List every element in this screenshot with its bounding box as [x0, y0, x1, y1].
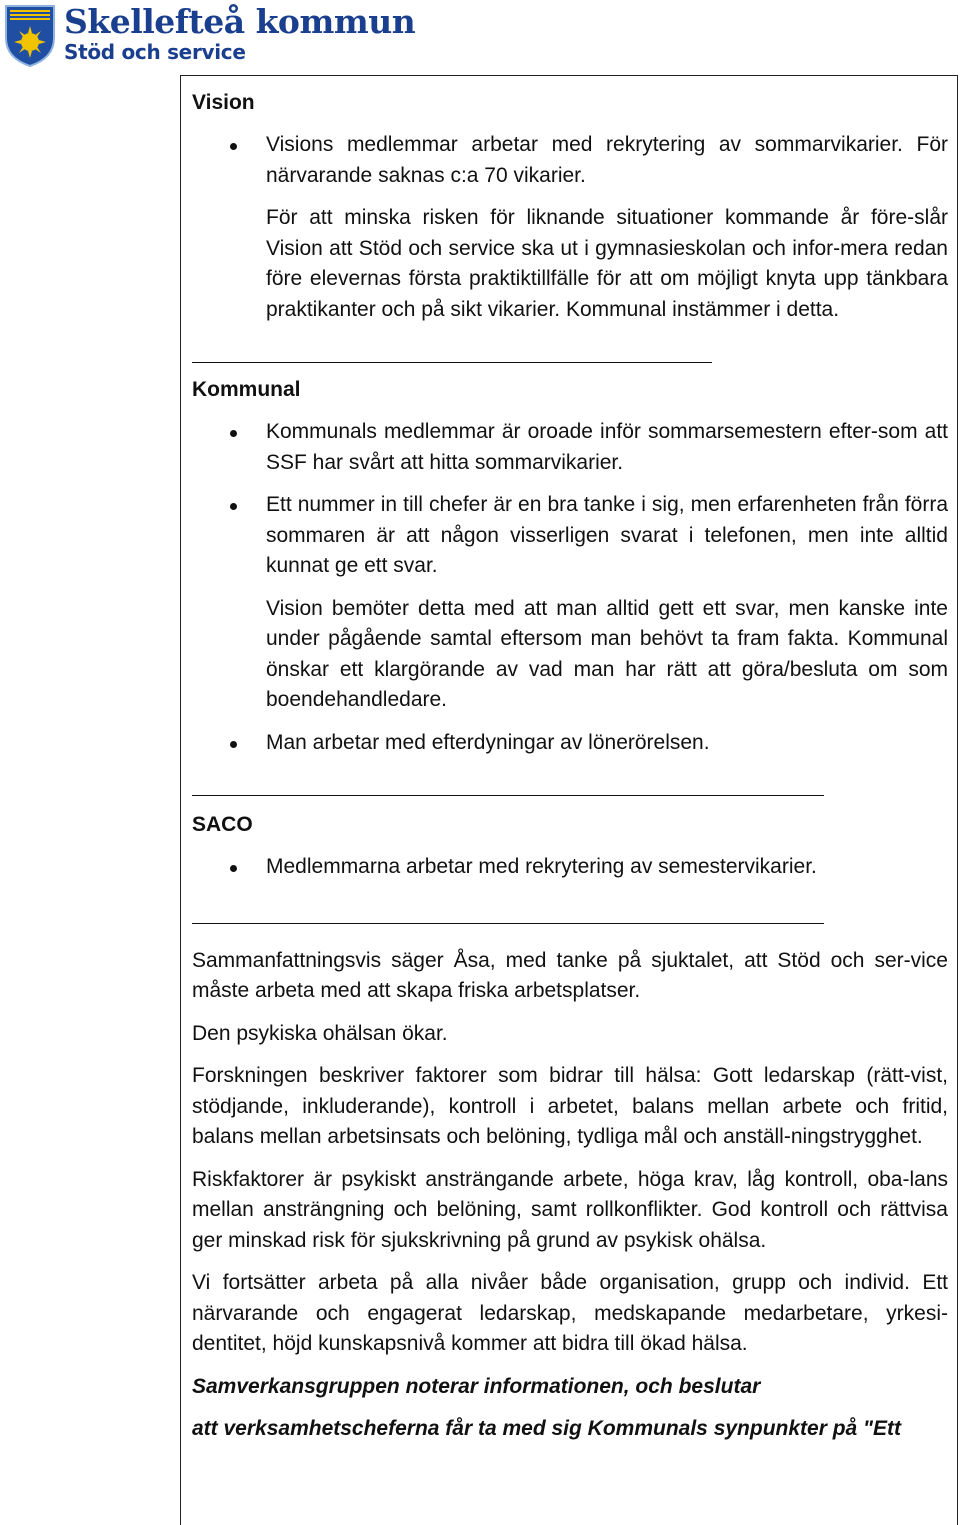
vision-paragraph: För att minska risken för liknande situationer kommande år före-slår Vision att Stöd och service ska ut i gymnasieskolan och infor-mera redan före elevernas första praktiktillfälle för att om möjligt knyta upp tänkbara praktikanter och på sikt vikarier. Kommunal instämmer i detta.	[266, 206, 948, 321]
separator-line	[192, 923, 824, 924]
header	[4, 4, 415, 70]
summary-paragraph-5: Vi fortsätter arbeta på alla nivåer både organisation, grupp och individ. Ett närvarande och engagerat ledarskap, medskapande medarbetare, yrkesi-dentitet, höjd kunskapsnivå kommer att bidra till ökad hälsa.	[192, 1271, 948, 1355]
section-title-vision: Vision	[192, 91, 255, 114]
saco-list	[192, 852, 948, 883]
coat-of-arms-logo	[4, 4, 56, 68]
org-subtitle: Stöd och service	[64, 40, 246, 64]
saco-bullet-1: Medlemmarna arbetar med rekrytering av semestervikarier.	[192, 852, 948, 883]
kommunal-paragraph: Vision bemöter detta med att man alltid gett ett svar, men kanske inte under pågående samtal eftersom man behövt ta fram fakta. Kommunal önskar ett klargörande av vad man har rätt att göra/besluta om som boendehandledare.	[266, 596, 948, 711]
kommunal-bullet-2: Ett nummer in till chefer är en bra tanke i sig, men erfarenheten från förra sommaren är att någon visserligen svarat i telefonen, men inte alltid kunnat ge ett svar.	[192, 490, 948, 582]
kommunal-list-b	[192, 728, 948, 759]
summary-paragraph-1: Sammanfattningsvis säger Åsa, med tanke på sjuktalet, att Stöd och ser-vice måste arbeta med att skapa friska arbetsplatser.	[192, 948, 948, 1002]
logo-text	[64, 4, 415, 64]
decision-text: att verksamhetscheferna får ta med sig Kommunals synpunkter på "Ett	[192, 1417, 902, 1440]
kommunal-bullet-1: Kommunals medlemmar är oroade inför sommarsemestern efter-som att SSF har svårt att hitta sommarvikarier.	[192, 417, 948, 478]
section-title-kommunal: Kommunal	[192, 378, 301, 401]
vision-bullet-1: Visions medlemmar arbetar med rekrytering av sommarvikarier. För närvarande saknas c:a 70 vikarier.	[192, 130, 948, 191]
vision-list	[192, 130, 948, 191]
kommunal-list-a	[192, 417, 948, 582]
summary-paragraph-4: Riskfaktorer är psykiskt ansträngande arbete, höga krav, låg kontroll, oba-lans mellan ansträngning och belöning, samt rollkonflikter. God kontroll och rättvisa ger minskad risk för sjukskrivning på grund av psykisk ohälsa.	[192, 1167, 948, 1252]
org-name: Skellefteå kommun	[64, 2, 416, 41]
section-title-saco: SACO	[192, 813, 253, 836]
separator-line	[192, 362, 712, 363]
decision-heading: Samverkansgruppen noterar informationen, och beslutar	[192, 1374, 761, 1398]
summary-paragraph-2: Den psykiska ohälsan ökar.	[192, 1021, 448, 1045]
separator-line	[192, 795, 824, 796]
document-body	[192, 88, 948, 1445]
kommunal-bullet-3: Man arbetar med efterdyningar av lönerörelsen.	[192, 728, 948, 759]
summary-paragraph-3: Forskningen beskriver faktorer som bidrar till hälsa: Gott ledarskap (rätt-vist, stödjande, inkluderande), kontroll i arbetet, balans mellan arbete och fritid, balans mellan arbetsinsats och belöning, tydliga mål och anställ-ningstrygghet.	[192, 1064, 948, 1148]
